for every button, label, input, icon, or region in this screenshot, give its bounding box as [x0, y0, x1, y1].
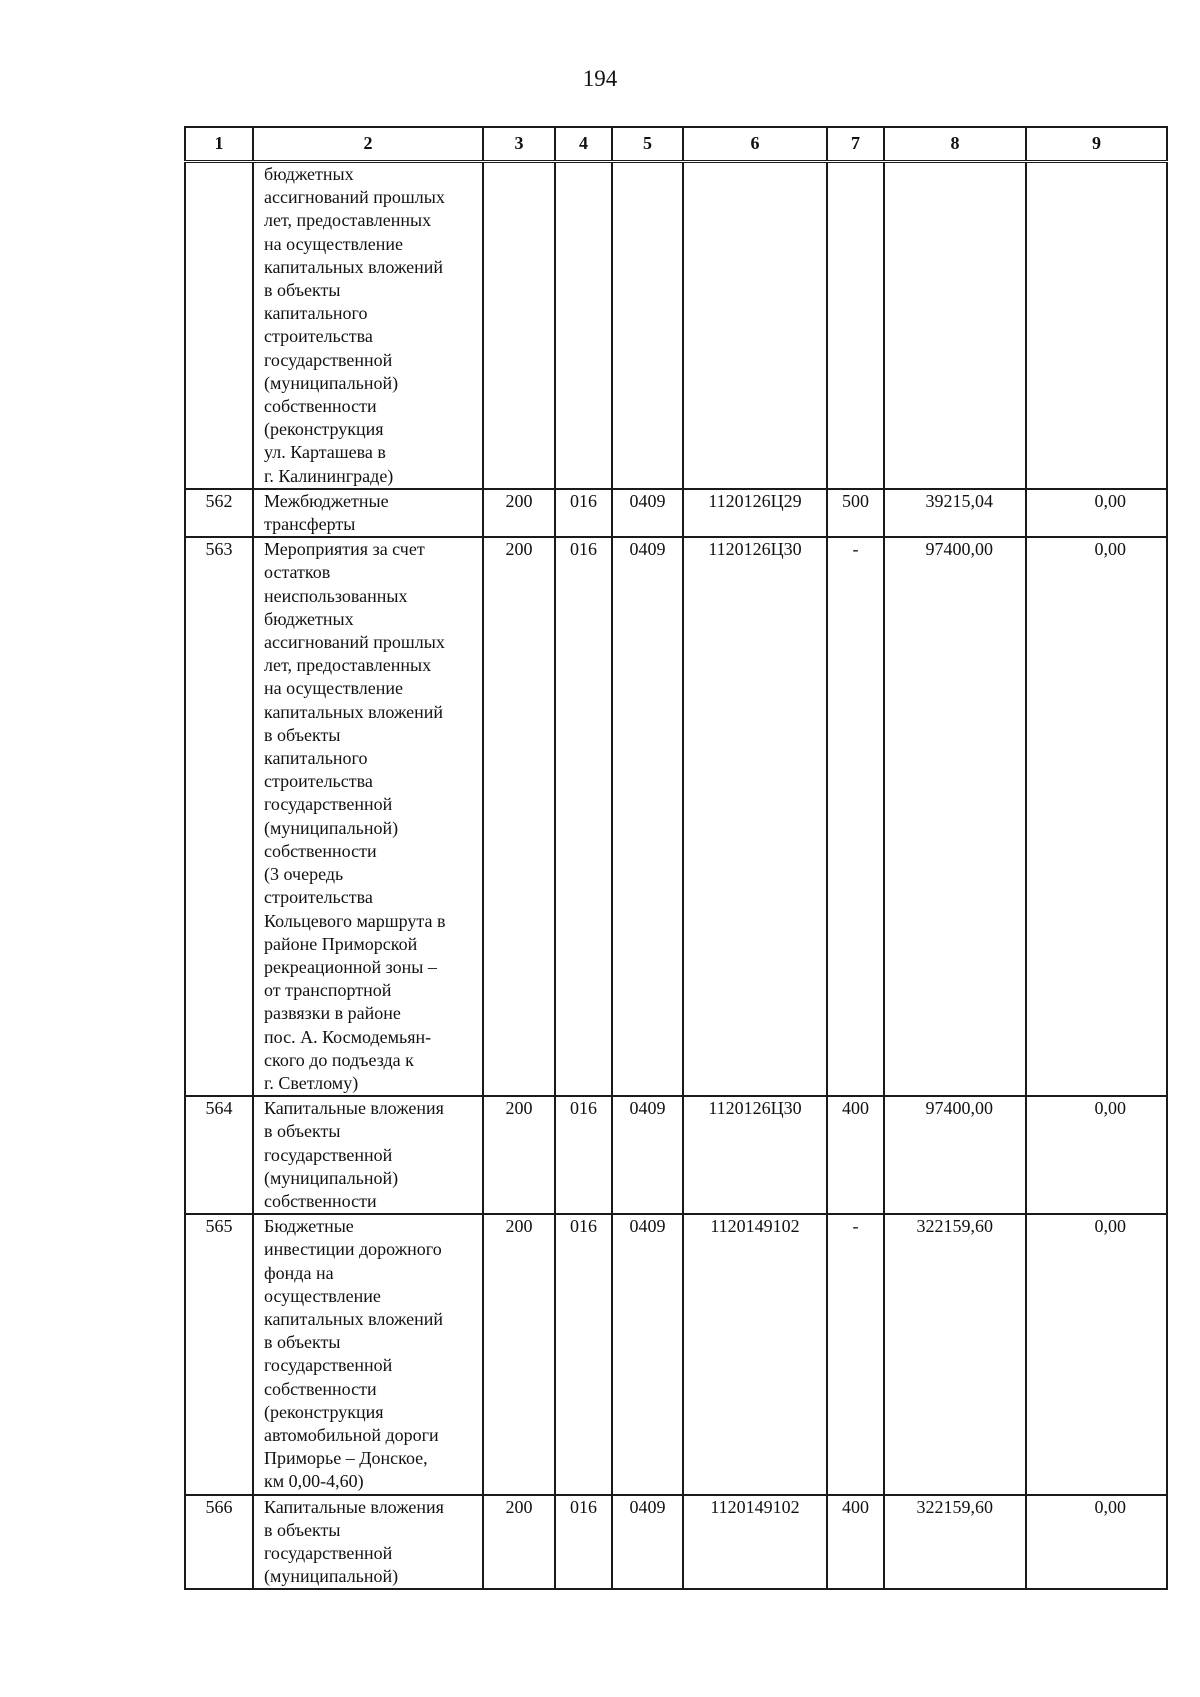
- cell-col7: 400: [827, 1096, 884, 1214]
- column-header: 4: [555, 127, 612, 162]
- cell-col6: [683, 162, 827, 489]
- cell-col9: [1026, 162, 1167, 489]
- cell-col7: -: [827, 537, 884, 1096]
- row-description-text: бюджетных ассигнований прошлых лет, предоставленных на осуществление капитальных вложений в объекты капитального строительства государственной (муниципальной) собственности (реконструкция ул. Карташева в г. Калининграде): [264, 164, 445, 486]
- cell-col9: 0,00: [1026, 1214, 1167, 1494]
- cell-col9: 0,00: [1026, 1495, 1167, 1590]
- table-row: [185, 1495, 1167, 1590]
- cell-col8: 322159,60: [884, 1495, 1026, 1590]
- row-description-text: Мероприятия за счет остатков неиспользованных бюджетных ассигнований прошлых лет, предоставленных на осуществление капитальных вложений в объекты капитального строительства государственной (муниципальной) собственности (3 очередь строительства Кольцевого маршрута в районе Приморской рекреационной зоны – от транспортной развязки в районе пос. А. Космодемьян- ского до подъезда к г. Светлому): [264, 539, 446, 1093]
- row-number: 562: [185, 489, 253, 537]
- table-row: [185, 1096, 1167, 1214]
- table-row: [185, 162, 1167, 489]
- column-header: 6: [683, 127, 827, 162]
- column-header: 9: [1026, 127, 1167, 162]
- row-description: [253, 537, 483, 1096]
- cell-col4: [555, 162, 612, 489]
- table-row: [185, 537, 1167, 1096]
- cell-col6: 1120126Ц29: [683, 489, 827, 537]
- cell-col9: 0,00: [1026, 489, 1167, 537]
- cell-col3: 200: [483, 1214, 555, 1494]
- cell-col6: 1120149102: [683, 1214, 827, 1494]
- cell-col3: 200: [483, 1495, 555, 1590]
- row-description: [253, 1096, 483, 1214]
- cell-col6: 1120126Ц30: [683, 1096, 827, 1214]
- row-number: [185, 162, 253, 489]
- row-description: [253, 489, 483, 537]
- row-number: 565: [185, 1214, 253, 1494]
- cell-col6: 1120149102: [683, 1495, 827, 1590]
- cell-col3: 200: [483, 537, 555, 1096]
- column-header: 3: [483, 127, 555, 162]
- cell-col8: 97400,00: [884, 537, 1026, 1096]
- cell-col5: 0409: [612, 1214, 683, 1494]
- column-header: 5: [612, 127, 683, 162]
- cell-col5: 0409: [612, 489, 683, 537]
- column-header: 2: [253, 127, 483, 162]
- cell-col5: 0409: [612, 1495, 683, 1590]
- cell-col9: 0,00: [1026, 537, 1167, 1096]
- cell-col4: 016: [555, 537, 612, 1096]
- cell-col7: 400: [827, 1495, 884, 1590]
- row-description: [253, 162, 483, 489]
- cell-col7: [827, 162, 884, 489]
- table-row: [185, 1214, 1167, 1494]
- row-description-text: Межбюджетные трансферты: [264, 490, 389, 535]
- cell-col4: 016: [555, 1495, 612, 1590]
- row-description-text: Бюджетные инвестиции дорожного фонда на осуществление капитальных вложений в объекты государственной собственности (реконструкция автомобильной дороги Приморье – Донское, км 0,00-4,60): [264, 1216, 444, 1492]
- column-header: 1: [185, 127, 253, 162]
- cell-col4: 016: [555, 1096, 612, 1214]
- budget-table: [184, 126, 1168, 1590]
- cell-col3: 200: [483, 489, 555, 537]
- row-description-text: Капитальные вложения в объекты государственной (муниципальной): [264, 1496, 444, 1587]
- row-number: 566: [185, 1495, 253, 1590]
- cell-col5: [612, 162, 683, 489]
- table-row: [185, 489, 1167, 537]
- cell-col8: 97400,00: [884, 1096, 1026, 1214]
- row-number: 564: [185, 1096, 253, 1214]
- page-number: 194: [582, 66, 618, 91]
- cell-col8: 39215,04: [884, 489, 1026, 537]
- cell-col3: [483, 162, 555, 489]
- row-number: 563: [185, 537, 253, 1096]
- cell-col5: 0409: [612, 1096, 683, 1214]
- column-header: 8: [884, 127, 1026, 162]
- header-row: [185, 127, 1167, 162]
- cell-col5: 0409: [612, 537, 683, 1096]
- cell-col8: [884, 162, 1026, 489]
- row-description-text: Капитальные вложения в объекты государственной (муниципальной) собственности: [264, 1098, 444, 1211]
- cell-col4: 016: [555, 489, 612, 537]
- cell-col8: 322159,60: [884, 1214, 1026, 1494]
- cell-col4: 016: [555, 1214, 612, 1494]
- cell-col7: 500: [827, 489, 884, 537]
- row-description: [253, 1214, 483, 1494]
- cell-col9: 0,00: [1026, 1096, 1167, 1214]
- cell-col7: -: [827, 1214, 884, 1494]
- column-header: 7: [827, 127, 884, 162]
- cell-col6: 1120126Ц30: [683, 537, 827, 1096]
- row-description: [253, 1495, 483, 1590]
- cell-col3: 200: [483, 1096, 555, 1214]
